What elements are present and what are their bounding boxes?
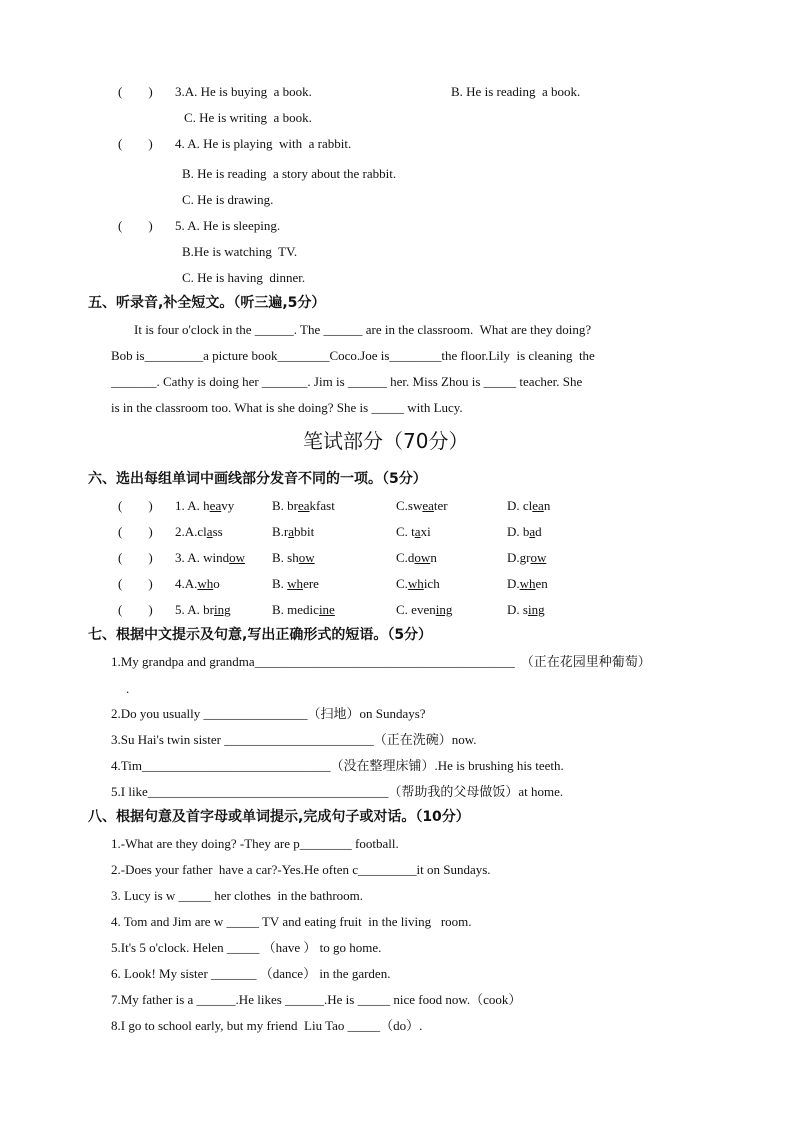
question-3-option-a: 3.A. He is buying a book.	[175, 84, 312, 99]
item-text: now.	[451, 732, 477, 747]
passage-line: _______. Cathy is doing her _______. Jim is ______ her. Miss Zhou is _____ teacher. She	[111, 374, 583, 389]
word-part: kfast	[309, 498, 335, 513]
underlined-letters: a	[206, 524, 213, 539]
word-option-a	[175, 576, 220, 592]
sentence-item: 7.My father is a ______.He likes ______.He is _____ nice food now.（cook）	[111, 992, 522, 1007]
sentence-item: 3. Lucy is w _____ her clothes in the bathroom.	[111, 888, 364, 903]
question-5-option-b: B.He is watching TV.	[182, 244, 298, 259]
word-option-d	[507, 576, 548, 592]
item-text: 3.Su Hai's twin sister	[111, 732, 225, 747]
chinese-hint: （正在洗碗）	[373, 732, 452, 747]
word-option-c	[396, 550, 437, 566]
question-5-option-a: 5. A. He is sleeping.	[175, 218, 281, 233]
word-option-a	[175, 602, 231, 618]
item-text: 2.Do you usually	[111, 706, 204, 721]
phrase-item-5	[111, 784, 563, 800]
paren: ( )	[118, 136, 153, 151]
word-part: D. b	[507, 524, 530, 539]
paren: ( )	[118, 218, 153, 233]
word-option-c	[396, 602, 452, 618]
underlined-letters: wh	[407, 576, 424, 591]
item-text: on Sundays?	[359, 706, 426, 721]
word-part: xi	[420, 524, 431, 539]
paren: ( )	[118, 550, 153, 565]
word-part: C. even	[396, 602, 436, 617]
word-option-c	[396, 524, 431, 540]
section-6-title: 六、选出每组单词中画线部分发音不同的一项。（5分）	[88, 471, 427, 487]
word-part: D. cl	[507, 498, 533, 513]
word-part: en	[535, 576, 548, 591]
underlined-letters: ing	[214, 602, 231, 617]
word-part: D.	[507, 576, 520, 591]
word-option-b	[272, 524, 314, 540]
phrase-item-3	[111, 732, 477, 748]
underlined-letters: a	[529, 524, 536, 539]
paren: ( )	[118, 84, 153, 99]
period: .	[126, 681, 130, 696]
answer-blank[interactable]: _______________________	[224, 732, 374, 747]
word-option-d	[507, 498, 550, 514]
paren: ( )	[118, 498, 153, 513]
underlined-letters: ow	[229, 550, 246, 565]
word-option-a	[175, 524, 223, 540]
item-text: 1.My grandpa and grandma	[111, 654, 255, 669]
word-part: C. t	[396, 524, 415, 539]
underlined-letters: ing	[435, 602, 453, 617]
section-7-title: 七、根据中文提示及句意,写出正确形式的短语。（5分）	[88, 627, 433, 643]
underlined-letters: ea	[422, 498, 434, 513]
question-5-option-c: C. He is having dinner.	[182, 270, 306, 285]
answer-blank[interactable]: ________________	[203, 706, 308, 721]
sentence-item: 4. Tom and Jim are w _____ TV and eating fruit in the living room.	[111, 914, 472, 929]
underlined-letters: ow	[414, 550, 431, 565]
answer-blank[interactable]: ________________________________________	[254, 654, 515, 669]
chinese-hint: （正在花园里种葡萄）	[520, 654, 651, 669]
underlined-letters: ea	[209, 498, 222, 513]
sentence-item: 2.-Does your father have a car?-Yes.He often c_________it on Sundays.	[111, 862, 491, 877]
word-part: C.sw	[396, 498, 423, 513]
item-text: .He is brushing his teeth.	[434, 758, 564, 773]
word-option-a	[175, 550, 245, 566]
phrase-item-2	[111, 706, 426, 722]
passage-line: It is four o'clock in the ______. The ______ are in the classroom. What are they doing?	[134, 322, 592, 337]
section-8-title: 八、根据句意及首字母或单词提示,完成句子或对话。（10分）	[88, 809, 470, 825]
word-option-d	[507, 524, 542, 540]
underlined-letters: ing	[527, 602, 545, 617]
word-option-a	[175, 498, 234, 514]
paren: ( )	[118, 576, 153, 591]
item-text: 4.Tim	[111, 758, 142, 773]
word-part: bbit	[294, 524, 315, 539]
word-part: ere	[303, 576, 319, 591]
written-part-title: 笔试部分（70分）	[303, 429, 469, 453]
question-4-option-b: B. He is reading a story about the rabbit.	[182, 166, 397, 181]
word-part: B.r	[272, 524, 289, 539]
underlined-letters: ea	[298, 498, 310, 513]
word-part: ter	[433, 498, 448, 513]
word-part: 3. A. wind	[175, 550, 230, 565]
sentence-item: 1.-What are they doing? -They are p________ football.	[111, 836, 399, 851]
word-option-c	[396, 576, 440, 592]
paren: ( )	[118, 602, 153, 617]
chinese-hint: （没在整理床铺）	[330, 758, 435, 773]
item-text: 5.I like	[111, 784, 148, 799]
word-option-c	[396, 498, 448, 514]
question-3-option-b: B. He is reading a book.	[451, 84, 581, 99]
word-part: ss	[212, 524, 223, 539]
answer-blank[interactable]: _____________________________________	[147, 784, 389, 799]
word-part: 5. A. br	[175, 602, 214, 617]
underlined-letters: wh	[197, 576, 214, 591]
sentence-item: 8.I go to school early, but my friend Liu Tao _____（do）.	[111, 1018, 423, 1033]
word-part: B. br	[272, 498, 298, 513]
word-option-b	[272, 550, 315, 566]
sentence-item: 5.It's 5 o'clock. Helen _____ （have ） to go home.	[111, 940, 382, 955]
underlined-letters: ow	[530, 550, 547, 565]
underlined-letters: a	[414, 524, 421, 539]
word-part: d	[535, 524, 542, 539]
word-part: B. sh	[272, 550, 299, 565]
question-4-option-a: 4. A. He is playing with a rabbit.	[175, 136, 352, 151]
chinese-hint: （帮助我的父母做饭）	[388, 784, 519, 799]
question-4-option-c: C. He is drawing.	[182, 192, 274, 207]
word-option-d	[507, 602, 545, 618]
underlined-letters: ea	[532, 498, 544, 513]
underlined-letters: a	[288, 524, 295, 539]
word-part: ich	[423, 576, 440, 591]
paren: ( )	[118, 524, 153, 539]
word-part: n	[543, 498, 551, 513]
underlined-letters: ine	[318, 602, 335, 617]
underlined-letters: wh	[287, 576, 304, 591]
phrase-item-1	[111, 654, 651, 670]
word-part: 2.A.cl	[175, 524, 207, 539]
word-part: D. s	[507, 602, 528, 617]
word-part: 1. A. h	[175, 498, 210, 513]
word-part: n	[430, 550, 437, 565]
phrase-item-4	[111, 758, 564, 774]
word-part: B. medic	[272, 602, 319, 617]
sentence-item: 6. Look! My sister _______ （dance） in the garden.	[111, 966, 391, 981]
word-part: C.	[396, 576, 408, 591]
passage-line: Bob is_________a picture book________Coco.Joe is________the floor.Lily is cleaning the	[111, 348, 595, 363]
section-5-title: 五、听录音,补全短文。（听三遍,5分）	[88, 295, 326, 311]
word-option-b	[272, 576, 319, 592]
word-part: C.d	[396, 550, 415, 565]
word-part: 4.A.	[175, 576, 198, 591]
word-option-b	[272, 498, 335, 514]
question-3-option-c: C. He is writing a book.	[184, 110, 312, 125]
passage-line: is in the classroom too. What is she doing? She is _____ with Lucy.	[111, 400, 463, 415]
underlined-letters: ow	[298, 550, 315, 565]
word-part: o	[213, 576, 220, 591]
word-part: B.	[272, 576, 288, 591]
underlined-letters: wh	[519, 576, 536, 591]
answer-blank[interactable]: _____________________________	[141, 758, 331, 773]
word-option-b	[272, 602, 335, 618]
word-part: D.gr	[507, 550, 531, 565]
item-text: at home.	[518, 784, 564, 799]
word-option-d	[507, 550, 546, 566]
chinese-hint: （扫地）	[307, 706, 360, 721]
word-part: vy	[221, 498, 235, 513]
